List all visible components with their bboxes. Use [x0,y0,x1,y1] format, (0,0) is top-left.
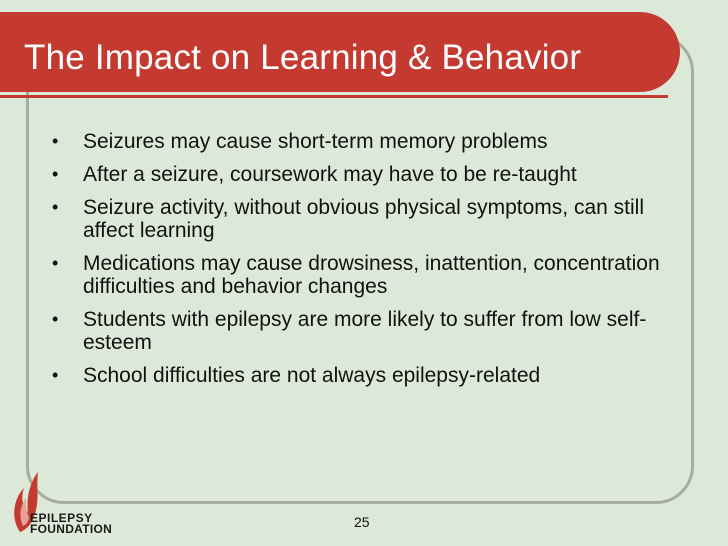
bullet-icon: • [52,309,59,329]
bullet-icon: • [52,131,59,151]
bullet-icon: • [52,253,59,273]
bullet-text: Medications may cause drowsiness, inattention, concentration difficulties and behavior changes [83,252,660,298]
page-number: 25 [354,514,370,530]
bullet-icon: • [52,164,59,184]
bullet-item [52,364,672,387]
bullet-list [52,130,672,397]
bullet-icon: • [52,365,59,385]
bullet-icon: • [52,197,59,217]
bullet-item [52,196,672,242]
slide-title: The Impact on Learning & Behavior [24,38,582,77]
bullet-item [52,252,672,298]
bullet-text: School difficulties are not always epilepsy-related [83,364,541,387]
bullet-item [52,130,672,153]
bullet-text: After a seizure, coursework may have to be re-taught [83,163,577,186]
title-underline [0,95,668,98]
bullet-text: Seizures may cause short-term memory problems [83,130,548,153]
logo-line-1: EPILEPSY [30,511,93,525]
logo-line-2: FOUNDATION [30,522,113,536]
bullet-text: Seizure activity, without obvious physical symptoms, can still affect learning [83,196,644,242]
bullet-text: Students with epilepsy are more likely to suffer from low self-esteem [83,308,647,354]
bullet-item [52,163,672,186]
bullet-item [52,308,672,354]
